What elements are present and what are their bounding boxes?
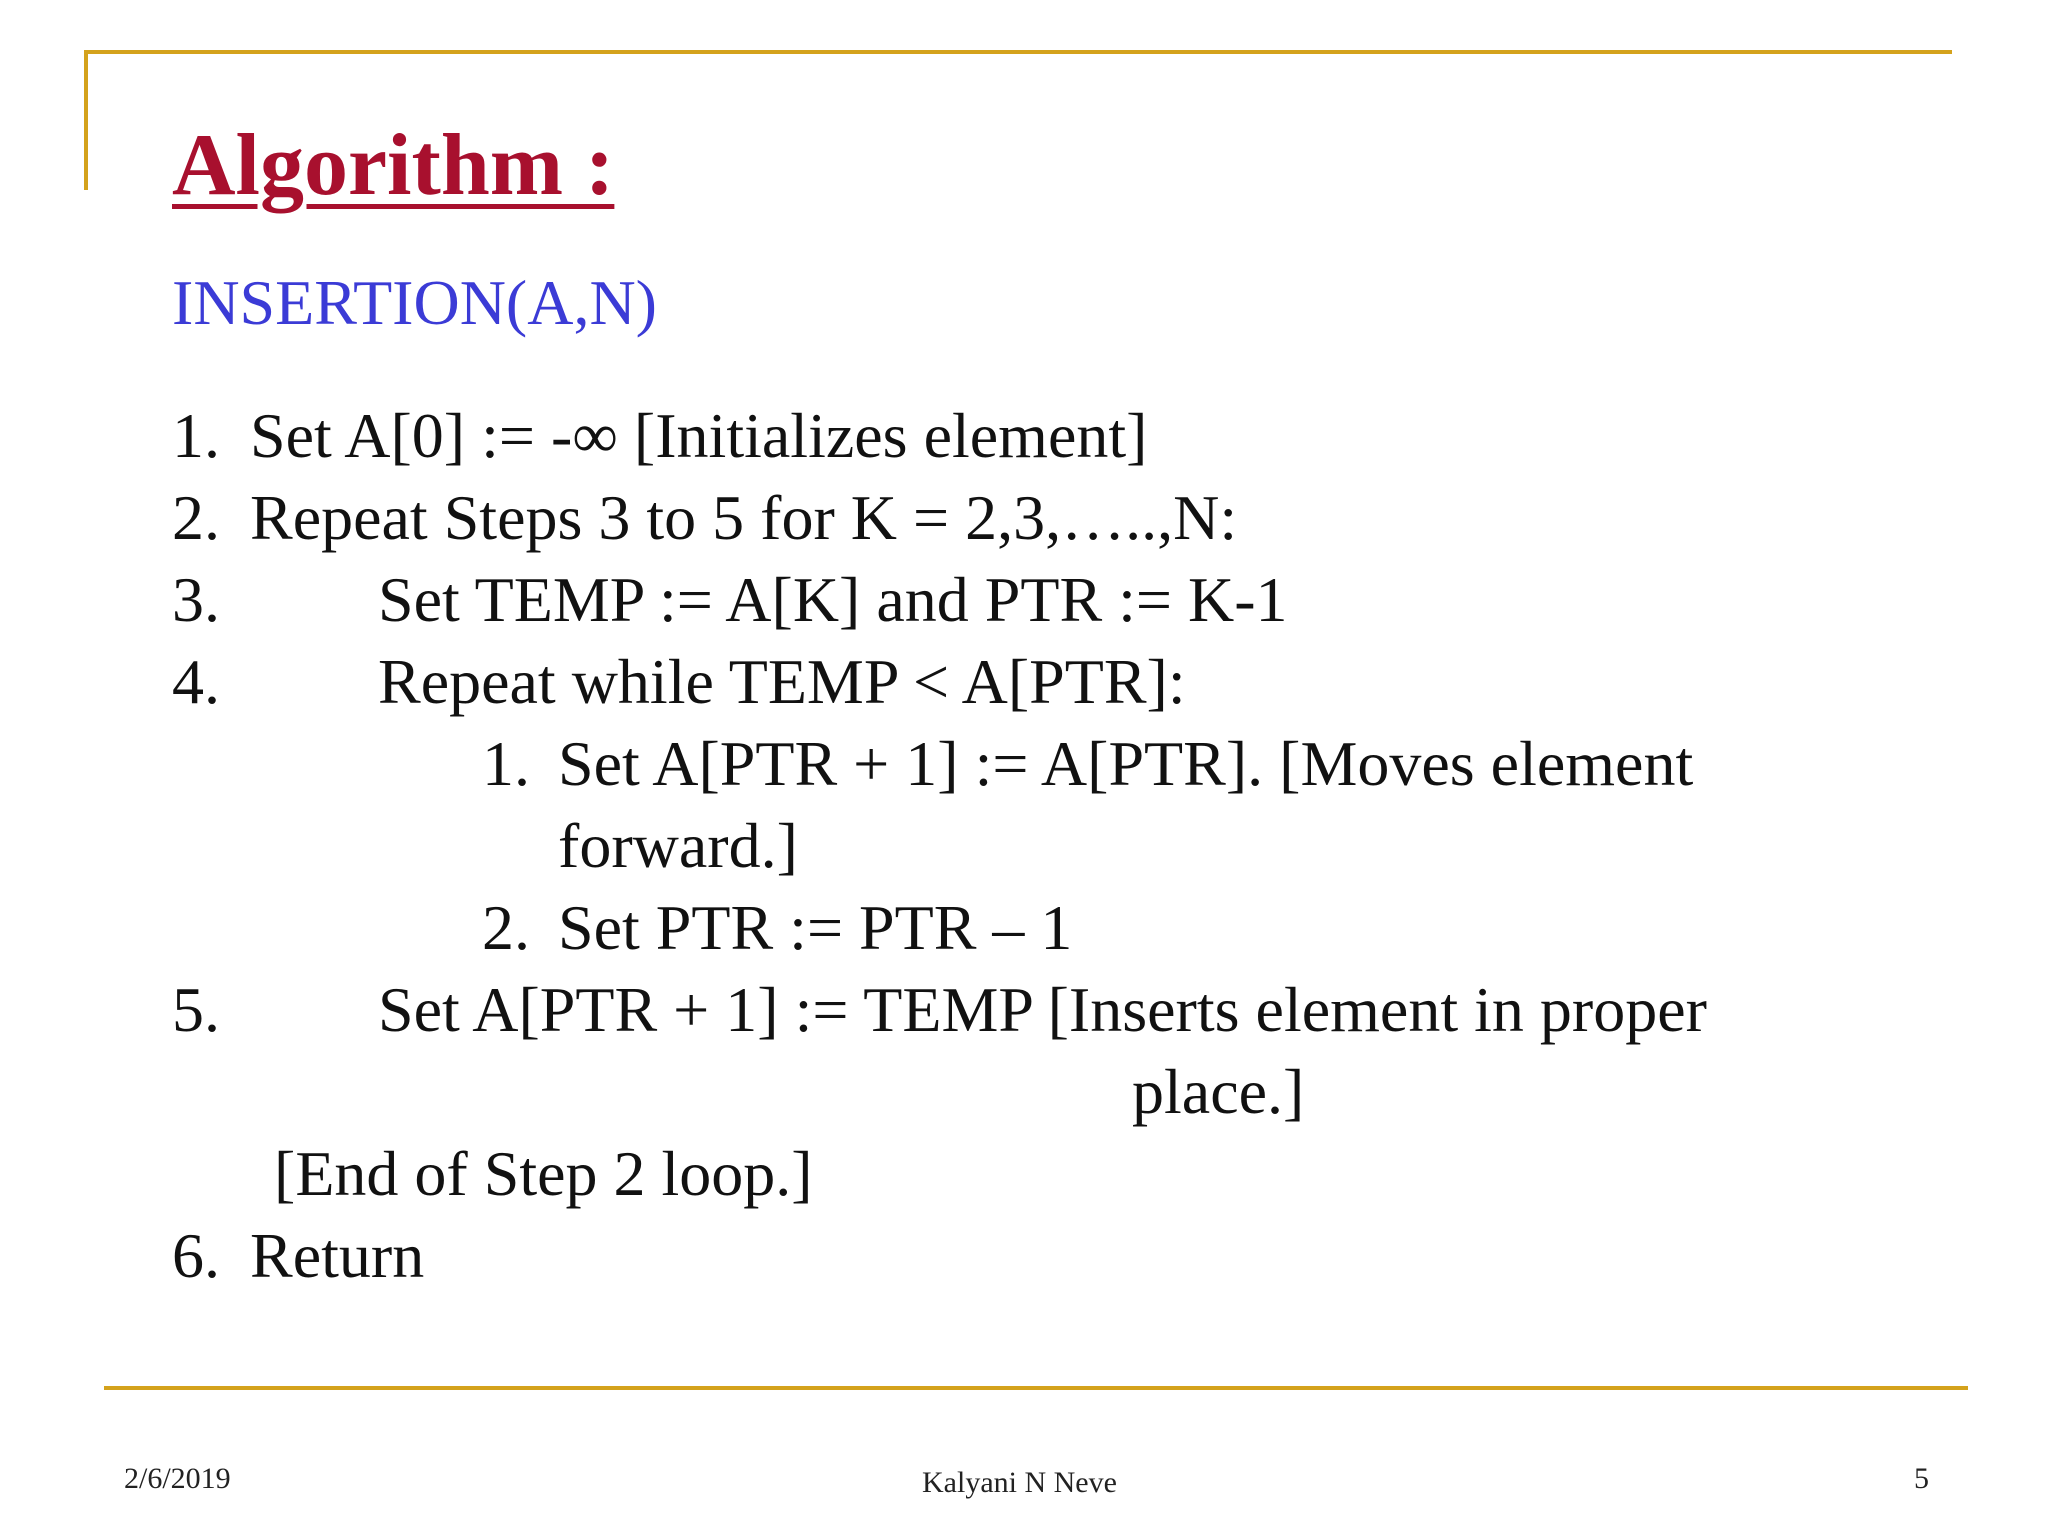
slide-title: Algorithm : xyxy=(172,117,615,214)
step-3-text: Set TEMP := A[K] and PTR := K-1 xyxy=(378,564,1288,635)
end-loop-note: [End of Step 2 loop.] xyxy=(274,1138,813,1209)
step-6-number: 6. xyxy=(172,1220,220,1291)
step-6-text: Return xyxy=(250,1220,425,1291)
footer-date: 2/6/2019 xyxy=(124,1462,231,1495)
step-4-number: 4. xyxy=(172,646,220,717)
step-1-text: Set A[0] := -∞ [Initializes element] xyxy=(250,400,1148,471)
top-rule xyxy=(84,50,1952,54)
footer-page-number: 5 xyxy=(1914,1462,1929,1495)
step-2-number: 2. xyxy=(172,482,220,553)
step-1-number: 1. xyxy=(172,400,220,471)
step-4-1-continuation: forward.] xyxy=(558,810,798,881)
step-4-1-number: 1. xyxy=(482,728,530,799)
step-2-text: Repeat Steps 3 to 5 for K = 2,3,…..,N: xyxy=(250,482,1238,553)
step-4-text: Repeat while TEMP < A[PTR]: xyxy=(378,646,1186,717)
algorithm-name: INSERTION(A,N) xyxy=(172,267,657,338)
bottom-rule xyxy=(104,1386,1968,1390)
step-5-text: Set A[PTR + 1] := TEMP [Inserts element in proper xyxy=(378,974,1707,1045)
step-3-number: 3. xyxy=(172,564,220,635)
step-4-2-number: 2. xyxy=(482,892,530,963)
step-5-continuation: place.] xyxy=(1132,1056,1305,1127)
footer-author: Kalyani N Neve xyxy=(922,1466,1117,1499)
step-5-number: 5. xyxy=(172,974,220,1045)
step-4-1-text: Set A[PTR + 1] := A[PTR]. [Moves element xyxy=(558,728,1694,799)
step-4-2-text: Set PTR := PTR – 1 xyxy=(558,892,1073,963)
left-rule xyxy=(84,50,88,190)
